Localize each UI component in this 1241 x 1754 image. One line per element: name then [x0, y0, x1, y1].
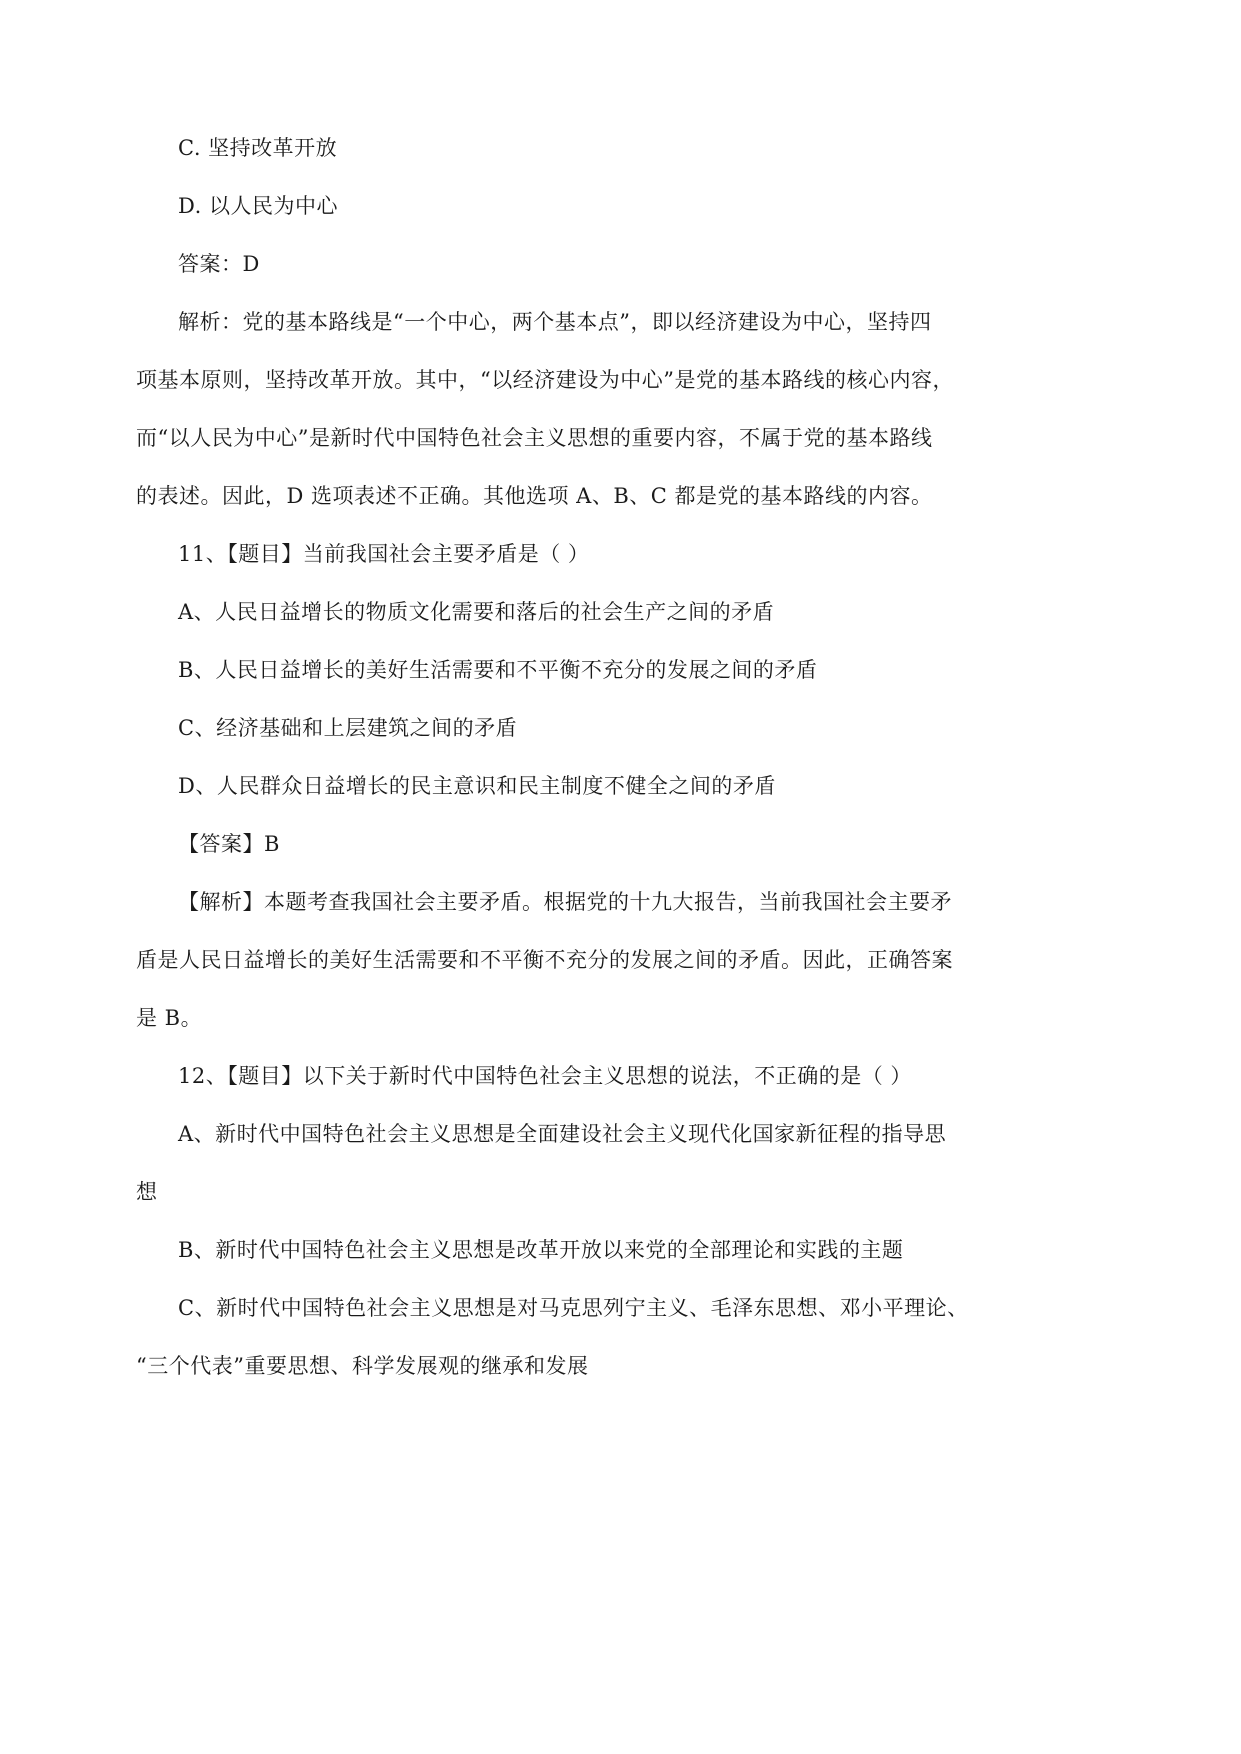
question-11-answer: 【答案】B — [178, 832, 280, 856]
question-11-analysis-line-1: 【解析】本题考查我国社会主要矛盾。根据党的十九大报告，当前我国社会主要矛 — [178, 890, 952, 914]
question-11-option-c: C、经济基础和上层建筑之间的矛盾 — [178, 716, 518, 740]
option-d-previous: D. 以人民为中心 — [178, 194, 338, 218]
analysis-previous-line-4: 的表述。因此，D 选项表述不正确。其他选项 A、B、C 都是党的基本路线的内容。 — [136, 484, 933, 508]
question-12-title: 12、【题目】以下关于新时代中国特色社会主义思想的说法，不正确的是（ ） — [178, 1064, 912, 1088]
analysis-previous-line-1: 解析：党的基本路线是“一个中心，两个基本点”，即以经济建设为中心，坚持四 — [178, 310, 932, 334]
question-12-option-c-line-2: “三个代表”重要思想、科学发展观的继承和发展 — [136, 1354, 589, 1378]
analysis-previous-line-2: 项基本原则，坚持改革开放。其中，“以经济建设为中心”是党的基本路线的核心内容， — [136, 368, 954, 392]
question-11-analysis-line-2: 盾是人民日益增长的美好生活需要和不平衡不充分的发展之间的矛盾。因此，正确答案 — [136, 948, 953, 972]
analysis-previous-line-3: 而“以人民为中心”是新时代中国特色社会主义思想的重要内容，不属于党的基本路线 — [136, 426, 933, 450]
question-11-option-d: D、人民群众日益增长的民主意识和民主制度不健全之间的矛盾 — [178, 774, 776, 798]
answer-previous: 答案：D — [178, 252, 260, 276]
question-11-option-a: A、人民日益增长的物质文化需要和落后的社会生产之间的矛盾 — [178, 600, 775, 624]
question-12-option-b: B、新时代中国特色社会主义思想是改革开放以来党的全部理论和实践的主题 — [178, 1238, 904, 1262]
option-c-previous: C. 坚持改革开放 — [178, 136, 338, 160]
question-12-option-a-line-1: A、新时代中国特色社会主义思想是全面建设社会主义现代化国家新征程的指导思 — [178, 1122, 947, 1146]
question-11-title: 11、【题目】当前我国社会主要矛盾是（ ） — [178, 542, 590, 566]
question-11-option-b: B、人民日益增长的美好生活需要和不平衡不充分的发展之间的矛盾 — [178, 658, 818, 682]
question-11-analysis-line-3: 是 B。 — [136, 1006, 203, 1030]
question-12-option-c-line-1: C、新时代中国特色社会主义思想是对马克思列宁主义、毛泽东思想、邓小平理论、 — [178, 1296, 969, 1320]
question-12-option-a-line-2: 想 — [136, 1180, 158, 1204]
